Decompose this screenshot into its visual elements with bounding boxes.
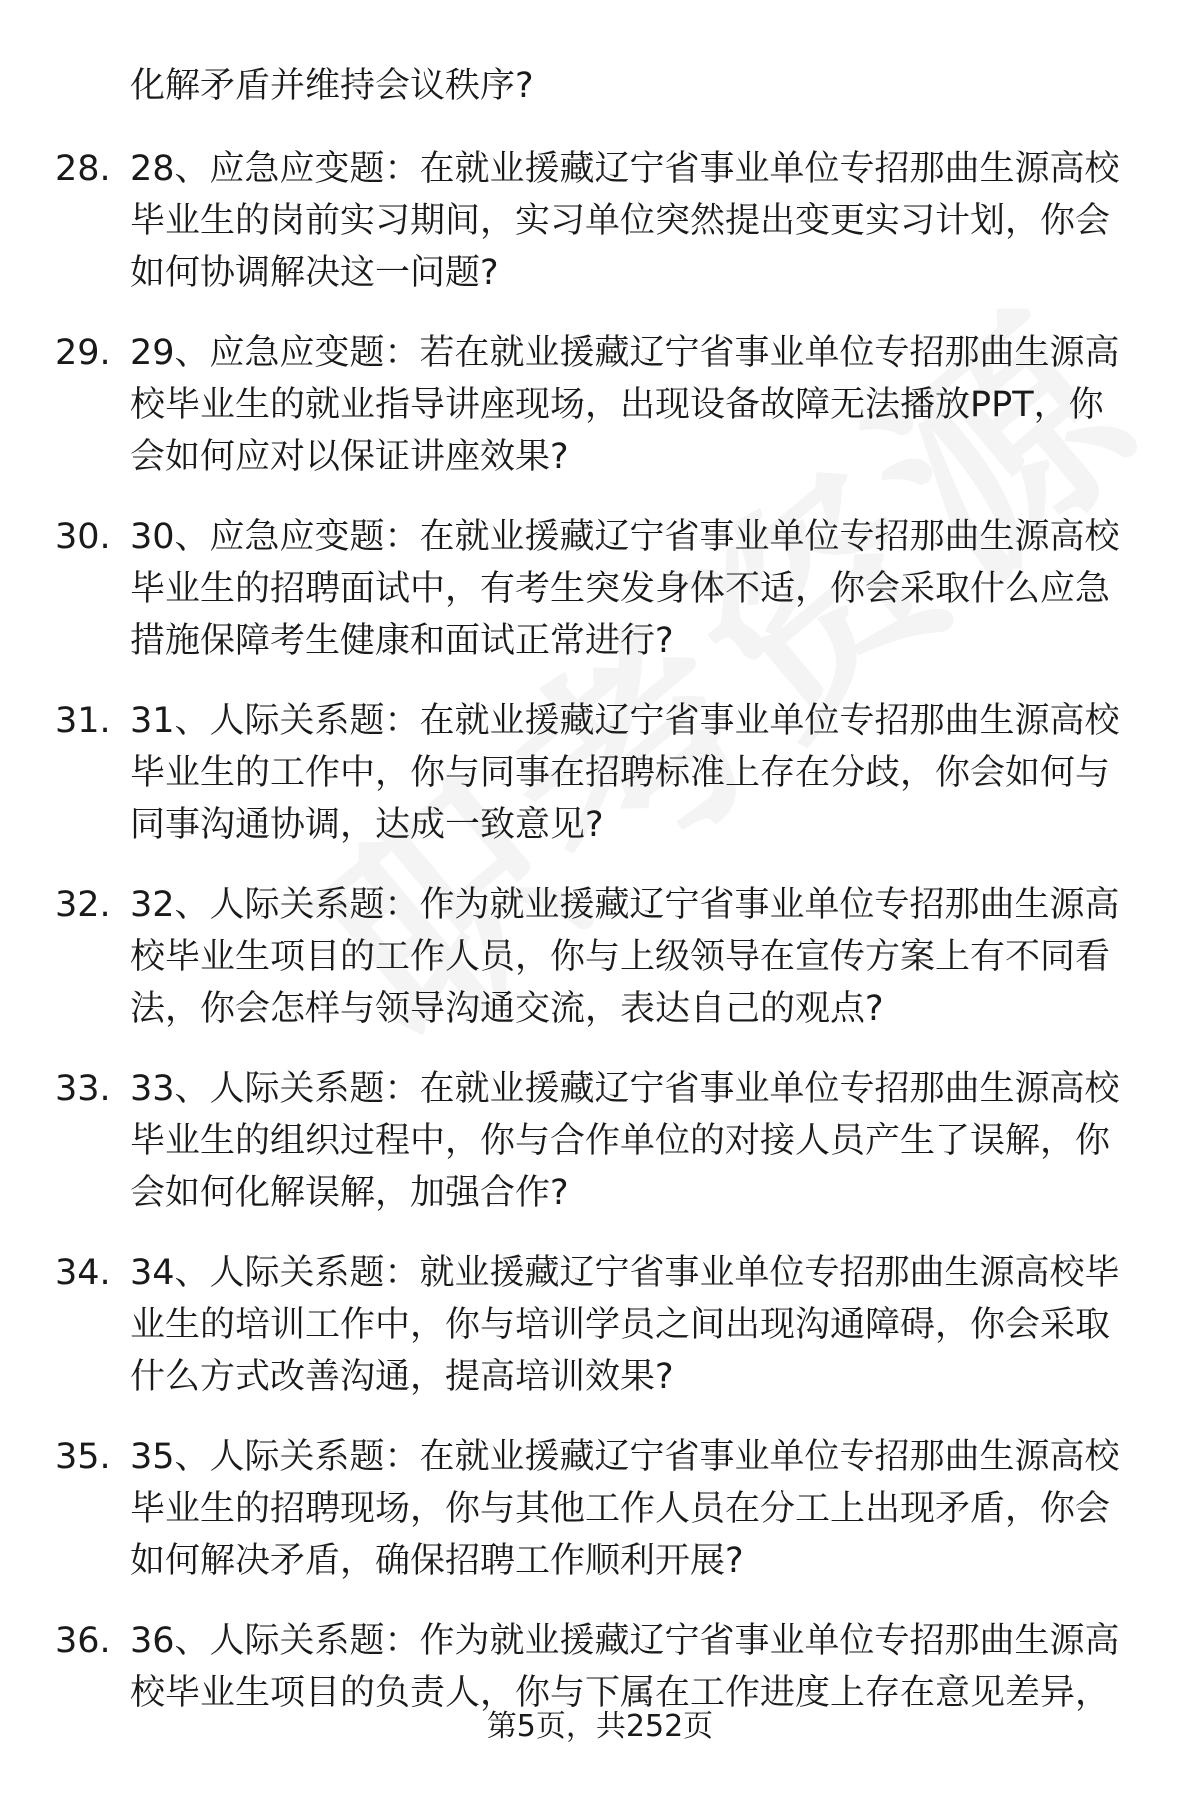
question-text — [130, 695, 1140, 851]
question-text — [130, 1247, 1140, 1403]
question-number: 36. — [55, 1621, 111, 1661]
question-line: 34、人际关系题：就业援藏辽宁省事业单位专招那曲生源高校毕 — [130, 1253, 1120, 1293]
question-line: 33、人际关系题：在就业援藏辽宁省事业单位专招那曲生源高校 — [130, 1069, 1120, 1109]
question-number: 31. — [55, 701, 111, 741]
question-item — [0, 143, 1200, 327]
question-line: 28、应急应变题：在就业援藏辽宁省事业单位专招那曲生源高校 — [130, 149, 1120, 189]
question-line: 什么方式改善沟通，提高培训效果? — [130, 1357, 674, 1397]
question-text — [130, 1063, 1140, 1219]
question-line: 31、人际关系题：在就业援藏辽宁省事业单位专招那曲生源高校 — [130, 701, 1120, 741]
continuation-text: 化解矛盾并维持会议秩序? — [130, 66, 534, 106]
question-number: 33. — [55, 1069, 111, 1109]
question-line: 如何协调解决这一问题? — [130, 253, 499, 293]
question-text — [130, 511, 1140, 667]
question-number: 29. — [55, 333, 111, 373]
question-line: 毕业生的组织过程中，你与合作单位的对接人员产生了误解，你 — [130, 1121, 1111, 1161]
question-line: 30、应急应变题：在就业援藏辽宁省事业单位专招那曲生源高校 — [130, 517, 1120, 557]
question-line: 校毕业生项目的负责人，你与下属在工作进度上存在意见差异， — [130, 1673, 1111, 1713]
question-line: 会如何化解误解，加强合作? — [130, 1173, 569, 1213]
question-number: 34. — [55, 1253, 111, 1293]
question-item — [0, 1247, 1200, 1431]
question-item — [0, 695, 1200, 879]
question-line: 36、人际关系题：作为就业援藏辽宁省事业单位专招那曲生源高 — [130, 1621, 1120, 1661]
question-number: 35. — [55, 1437, 111, 1477]
question-line: 毕业生的工作中，你与同事在招聘标准上存在分歧，你会如何与 — [130, 753, 1111, 793]
question-text — [130, 143, 1140, 299]
question-text — [130, 879, 1140, 1035]
question-line: 29、应急应变题：若在就业援藏辽宁省事业单位专招那曲生源高 — [130, 333, 1120, 373]
question-item — [0, 327, 1200, 511]
question-text — [130, 1431, 1140, 1587]
question-item — [0, 1431, 1200, 1615]
question-number: 32. — [55, 885, 111, 925]
question-line: 毕业生的岗前实习期间，实习单位突然提出变更实习计划，你会 — [130, 201, 1111, 241]
question-line: 毕业生的招聘现场，你与其他工作人员在分工上出现矛盾，你会 — [130, 1489, 1111, 1529]
question-line: 会如何应对以保证讲座效果? — [130, 437, 569, 477]
question-line: 业生的培训工作中，你与培训学员之间出现沟通障碍，你会采取 — [130, 1305, 1111, 1345]
question-line: 35、人际关系题：在就业援藏辽宁省事业单位专招那曲生源高校 — [130, 1437, 1120, 1477]
question-line: 同事沟通协调，达成一致意见? — [130, 805, 604, 845]
question-number: 30. — [55, 517, 111, 557]
question-number: 28. — [55, 149, 111, 189]
question-text — [130, 1615, 1140, 1719]
question-line: 32、人际关系题：作为就业援藏辽宁省事业单位专招那曲生源高 — [130, 885, 1120, 925]
question-text — [130, 327, 1140, 483]
question-item — [0, 511, 1200, 695]
question-item — [0, 879, 1200, 1063]
question-line: 如何解决矛盾，确保招聘工作顺利开展? — [130, 1541, 744, 1581]
question-item — [0, 1063, 1200, 1247]
question-line: 校毕业生项目的工作人员，你与上级领导在宣传方案上有不同看 — [130, 937, 1111, 977]
question-line: 校毕业生的就业指导讲座现场，出现设备故障无法播放PPT，你 — [130, 385, 1104, 425]
question-line: 措施保障考生健康和面试正常进行? — [130, 621, 674, 661]
page-footer: 第5页，共252页 — [486, 1709, 714, 1744]
question-line: 毕业生的招聘面试中，有考生突发身体不适，你会采取什么应急 — [130, 569, 1111, 609]
question-line: 法，你会怎样与领导沟通交流，表达自己的观点? — [130, 989, 884, 1029]
question-list — [0, 143, 1200, 1799]
